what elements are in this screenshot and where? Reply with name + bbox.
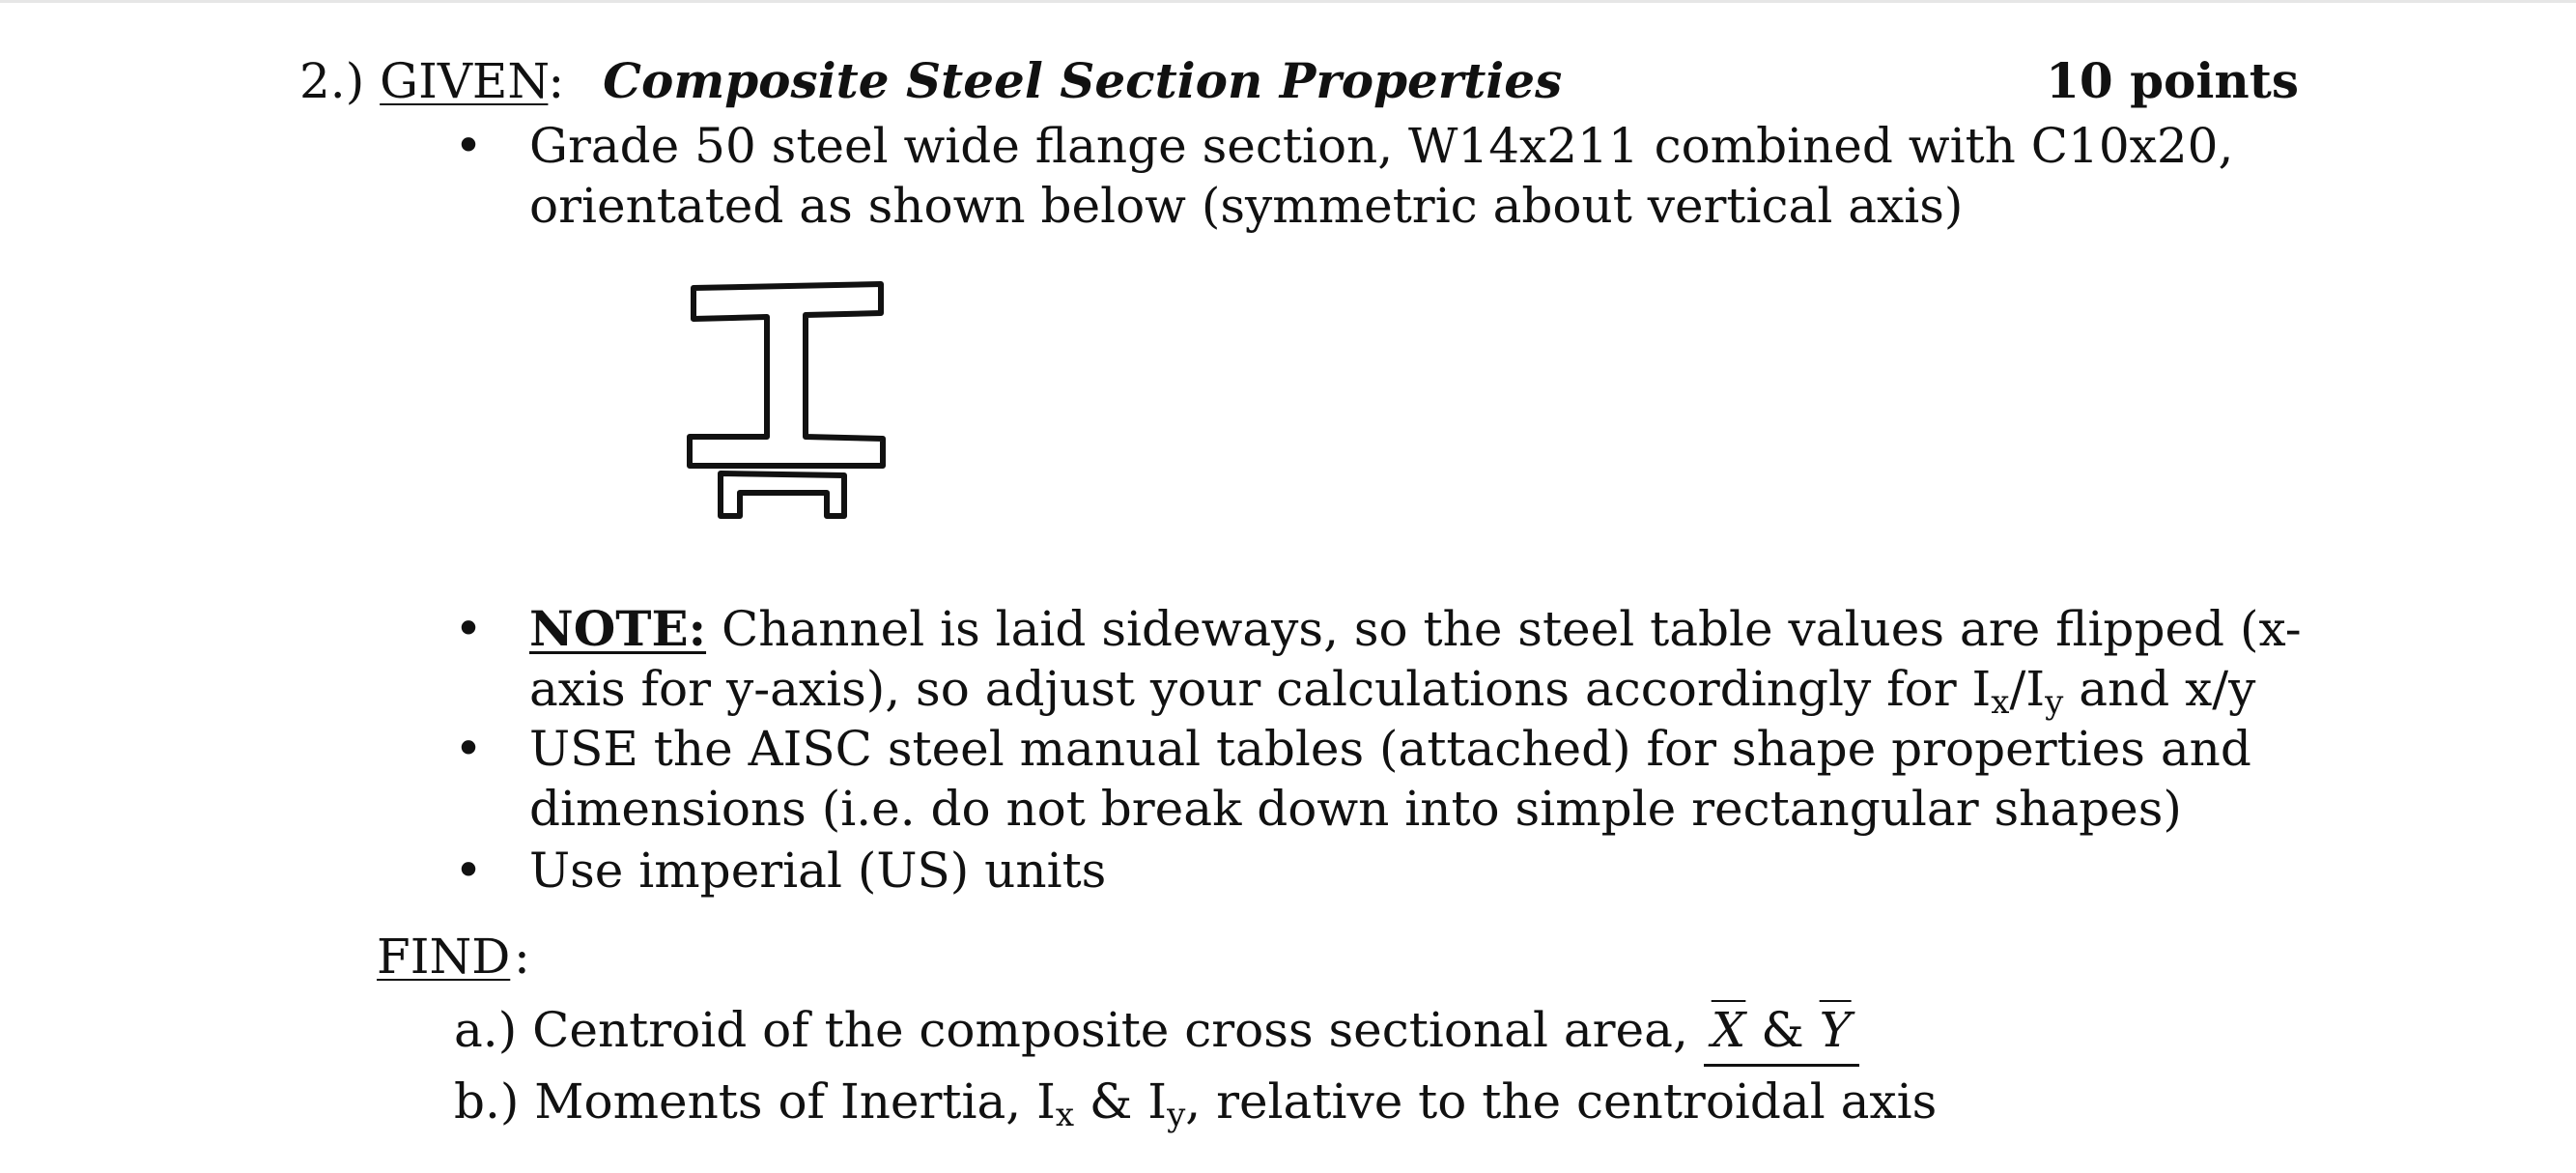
centroid-symbols: $\overline{X}$ & $\overline{Y}$ xyxy=(1704,1002,1859,1067)
problem-heading: 2.) GIVEN: Composite Steel Section Properties 10 points xyxy=(299,50,2299,112)
wide-flange-shape xyxy=(690,284,883,466)
problem-number: 2.) xyxy=(299,53,365,109)
bullet-icon: • xyxy=(454,601,483,657)
problem-title: Composite Steel Section Properties xyxy=(603,52,1563,109)
given-item-3-line2: dimensions (i.e. do not break down into simple rectangular shapes) xyxy=(529,781,2182,837)
given-label: GIVEN xyxy=(380,53,549,109)
bullet-icon: • xyxy=(454,118,483,174)
find-item-b: b.) Moments of Inertia, $I_x$ & $I_y$, relative to the centroidal axis xyxy=(454,1073,1938,1134)
note-label: NOTE: xyxy=(529,600,707,657)
bullet-icon: • xyxy=(454,843,483,899)
given-item-1 xyxy=(454,116,2289,242)
given-item-1-line2: orientated as shown below (symmetric about vertical axis) xyxy=(529,178,1964,234)
find-heading: FIND xyxy=(377,929,511,985)
given-item-1-line1: Grade 50 steel wide flange section, W14x211 combined with C10x20, xyxy=(529,118,2234,174)
given-item-4-line1: Use imperial (US) units xyxy=(529,843,1107,899)
find-colon: : xyxy=(514,929,530,985)
find-item-a: a.) Centroid of the composite cross sectional area, $\overline{X}$ & $\overline{Y}$ xyxy=(454,999,1859,1061)
given-item-4-text xyxy=(529,841,1106,901)
given-item-2-line2: axis for y-axis), so adjust your calculations accordingly for $I_x/I_y$ and x/y xyxy=(529,661,2256,722)
top-divider xyxy=(0,0,2576,3)
channel-shape xyxy=(721,473,844,516)
given-item-4 xyxy=(454,841,2376,904)
given-item-3 xyxy=(454,719,2376,844)
given-item-3-text xyxy=(529,719,2251,839)
given-item-2-line1: NOTE: Channel is laid sideways, so the steel table values are flipped (x- xyxy=(529,600,2302,657)
x-bar-symbol: $\overline{X}$ xyxy=(1711,1002,1746,1058)
problem-points: 10 points xyxy=(2046,52,2299,109)
y-bar-symbol: $\overline{Y}$ xyxy=(1819,1002,1852,1058)
composite-section-sketch xyxy=(676,271,908,531)
given-item-2 xyxy=(454,599,2376,725)
given-item-2-text xyxy=(529,599,2302,732)
bullet-icon: • xyxy=(454,721,483,777)
given-item-3-line1: USE the AISC steel manual tables (attached) for shape properties and xyxy=(529,721,2251,777)
given-item-1-text xyxy=(529,116,2233,236)
